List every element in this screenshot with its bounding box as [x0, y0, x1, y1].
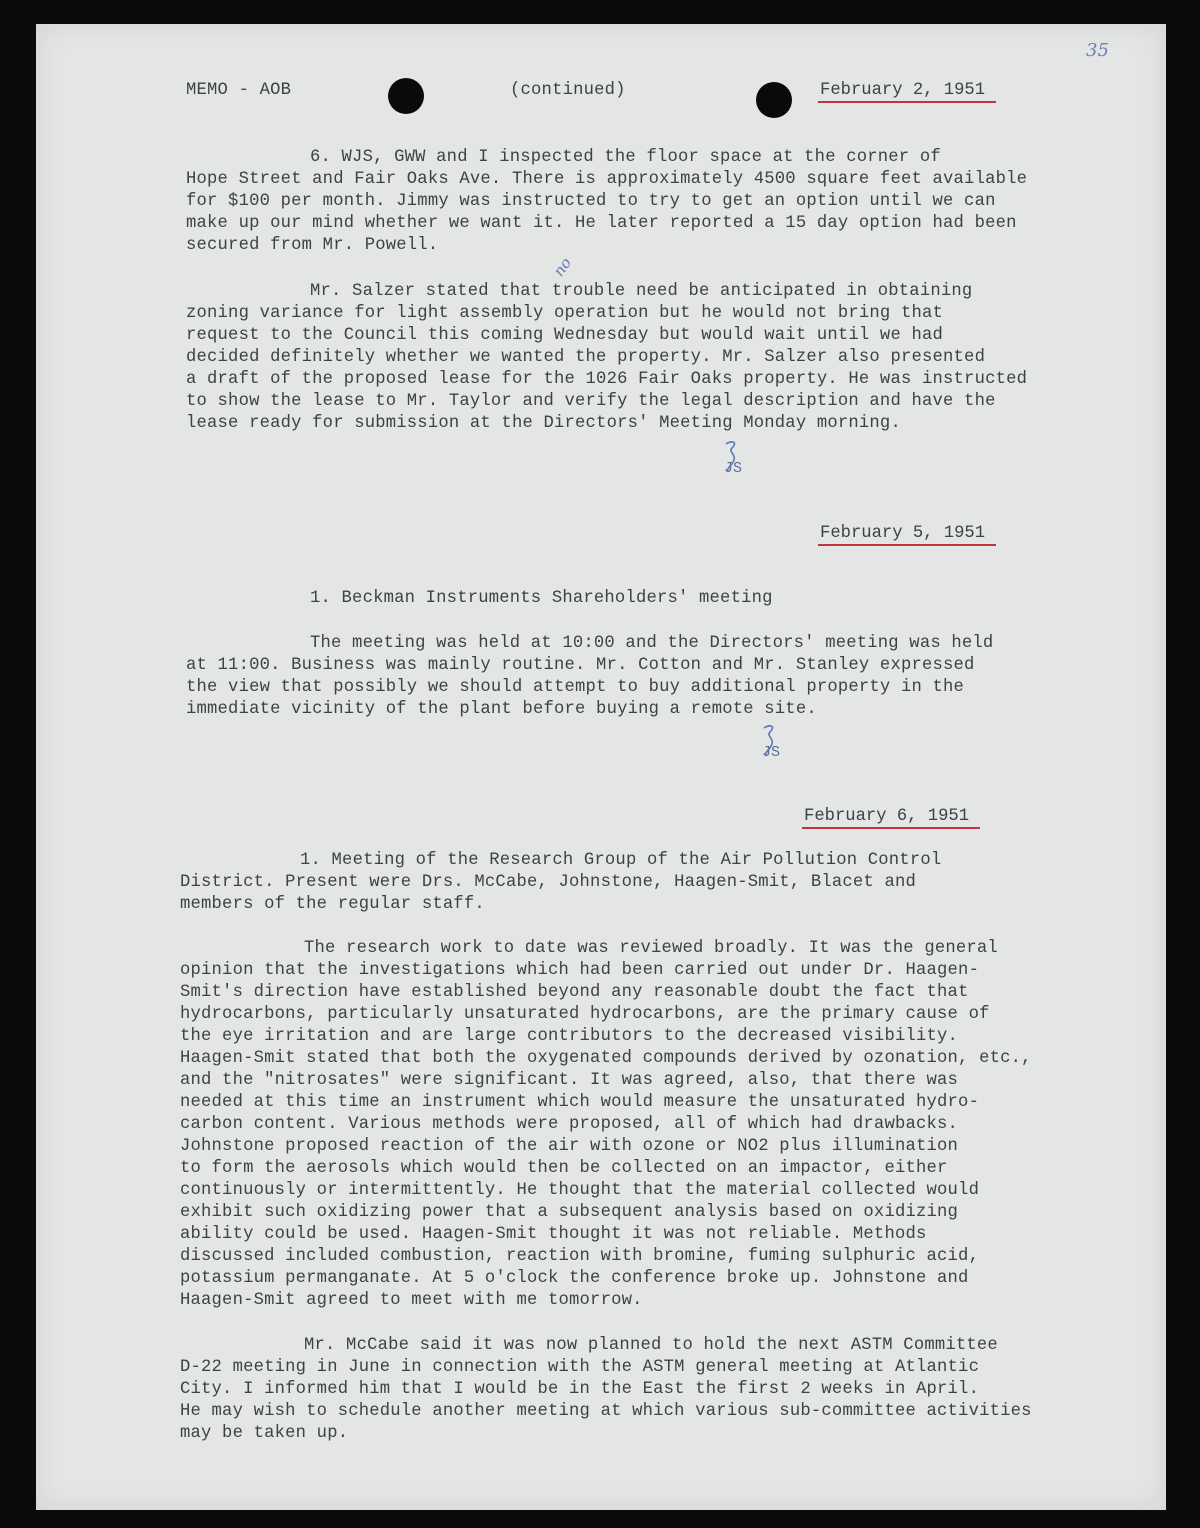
- paragraph-line: The meeting was held at 10:00 and the Directors' meeting was held: [310, 634, 994, 653]
- paragraph-line: for $100 per month. Jimmy was instructed to try to get an option until we can: [186, 192, 996, 211]
- paragraph-line: hydrocarbons, particularly unsaturated hydrocarbons, are the primary cause of: [180, 1005, 990, 1024]
- paragraph-line: lease ready for submission at the Directors' Meeting Monday morning.: [186, 414, 901, 433]
- paragraph-line: request to the Council this coming Wednesday but would wait until we had: [186, 326, 944, 345]
- paragraph-line: He may wish to schedule another meeting at which various sub-committee activities: [180, 1402, 1032, 1421]
- paragraph-line: carbon content. Various methods were proposed, all of which had drawbacks.: [180, 1115, 959, 1134]
- handwritten-insert-note: no: [549, 254, 576, 280]
- entry-date-underline: [818, 544, 996, 546]
- entry-date: February 6, 1951: [804, 807, 970, 826]
- paragraph-line: Mr. Salzer stated that trouble need be anticipated in obtaining: [310, 282, 973, 301]
- paragraph-line: a draft of the proposed lease for the 1026 Fair Oaks property. He was instructed: [186, 370, 1028, 389]
- paragraph-line: decided definitely whether we wanted the property. Mr. Salzer also presented: [186, 348, 986, 367]
- paragraph-line: members of the regular staff.: [180, 895, 485, 914]
- page-number-mark: 35: [1086, 40, 1109, 61]
- paragraph-line: Haagen-Smit agreed to meet with me tomorrow.: [180, 1291, 643, 1310]
- paragraph-line: make up our mind whether we want it. He later reported a 15 day option had been: [186, 214, 1017, 233]
- header-date-underline: [818, 101, 996, 103]
- paragraph-line: District. Present were Drs. McCabe, Johnstone, Haagen-Smit, Blacet and: [180, 873, 916, 892]
- entry-date: February 5, 1951: [820, 524, 986, 543]
- paragraph-line: at 11:00. Business was mainly routine. Mr. Cotton and Mr. Stanley expressed: [186, 656, 975, 675]
- memo-header-center: (continued): [510, 81, 626, 100]
- initials-signature: [724, 460, 742, 477]
- paragraph-line: Mr. McCabe said it was now planned to hold the next ASTM Committee: [304, 1336, 998, 1355]
- paragraph-line: ability could be used. Haagen-Smit thought it was not reliable. Methods: [180, 1225, 927, 1244]
- initials-signature: [762, 744, 780, 761]
- paragraph-line: zoning variance for light assembly operation but he would not bring that: [186, 304, 944, 323]
- header-date: February 2, 1951: [820, 81, 986, 100]
- paragraph-line: D-22 meeting in June in connection with the ASTM general meeting at Atlantic: [180, 1358, 980, 1377]
- initials-text: JS: [762, 744, 781, 761]
- paragraph-line: 1. Meeting of the Research Group of the Air Pollution Control: [300, 851, 942, 870]
- paragraph-line: and the "nitrosates" were significant. It was agreed, also, that there was: [180, 1071, 959, 1090]
- paragraph-line: secured from Mr. Powell.: [186, 236, 439, 255]
- paragraph-line: Johnstone proposed reaction of the air with ozone or NO2 plus illumination: [180, 1137, 959, 1156]
- item-heading: 1. Beckman Instruments Shareholders' meeting: [310, 589, 773, 608]
- paragraph-line: potassium permanganate. At 5 o'clock the conference broke up. Johnstone and: [180, 1269, 969, 1288]
- paragraph-line: to form the aerosols which would then be collected on an impactor, either: [180, 1159, 948, 1178]
- binder-hole-right: [756, 82, 792, 118]
- paragraph-line: may be taken up.: [180, 1424, 349, 1443]
- memo-header-left: MEMO - AOB: [186, 81, 292, 100]
- initial-mark-icon: [756, 722, 786, 758]
- paragraph-line: the eye irritation and are large contributors to the decreased visibility.: [180, 1027, 959, 1046]
- paragraph-line: immediate vicinity of the plant before buying a remote site.: [186, 700, 817, 719]
- paragraph-line: discussed included combustion, reaction with bromine, fuming sulphuric acid,: [180, 1247, 980, 1266]
- paragraph-line: 6. WJS, GWW and I inspected the floor space at the corner of: [310, 148, 941, 167]
- paragraph-line: needed at this time an instrument which would measure the unsaturated hydro-: [180, 1093, 980, 1112]
- paragraph-line: the view that possibly we should attempt to buy additional property in the: [186, 678, 965, 697]
- entry-date-underline: [802, 827, 980, 829]
- paragraph-line: The research work to date was reviewed broadly. It was the general: [304, 939, 998, 958]
- binder-hole-left: [388, 78, 424, 114]
- paragraph-line: to show the lease to Mr. Taylor and verify the legal description and have the: [186, 392, 996, 411]
- paragraph-line: exhibit such oxidizing power that a subsequent analysis based on oxidizing: [180, 1203, 959, 1222]
- paragraph-line: opinion that the investigations which had been carried out under Dr. Haagen-: [180, 961, 980, 980]
- initials-text: JS: [724, 460, 743, 477]
- paragraph-line: continuously or intermittently. He thought that the material collected would: [180, 1181, 980, 1200]
- paragraph-line: Hope Street and Fair Oaks Ave. There is approximately 4500 square feet available: [186, 170, 1028, 189]
- paragraph-line: Smit's direction have established beyond any reasonable doubt the fact that: [180, 983, 969, 1002]
- initial-mark-icon: [718, 438, 748, 474]
- paragraph-line: City. I informed him that I would be in the East the first 2 weeks in April.: [180, 1380, 980, 1399]
- paragraph-line: Haagen-Smit stated that both the oxygenated compounds derived by ozonation, etc.,: [180, 1049, 1032, 1068]
